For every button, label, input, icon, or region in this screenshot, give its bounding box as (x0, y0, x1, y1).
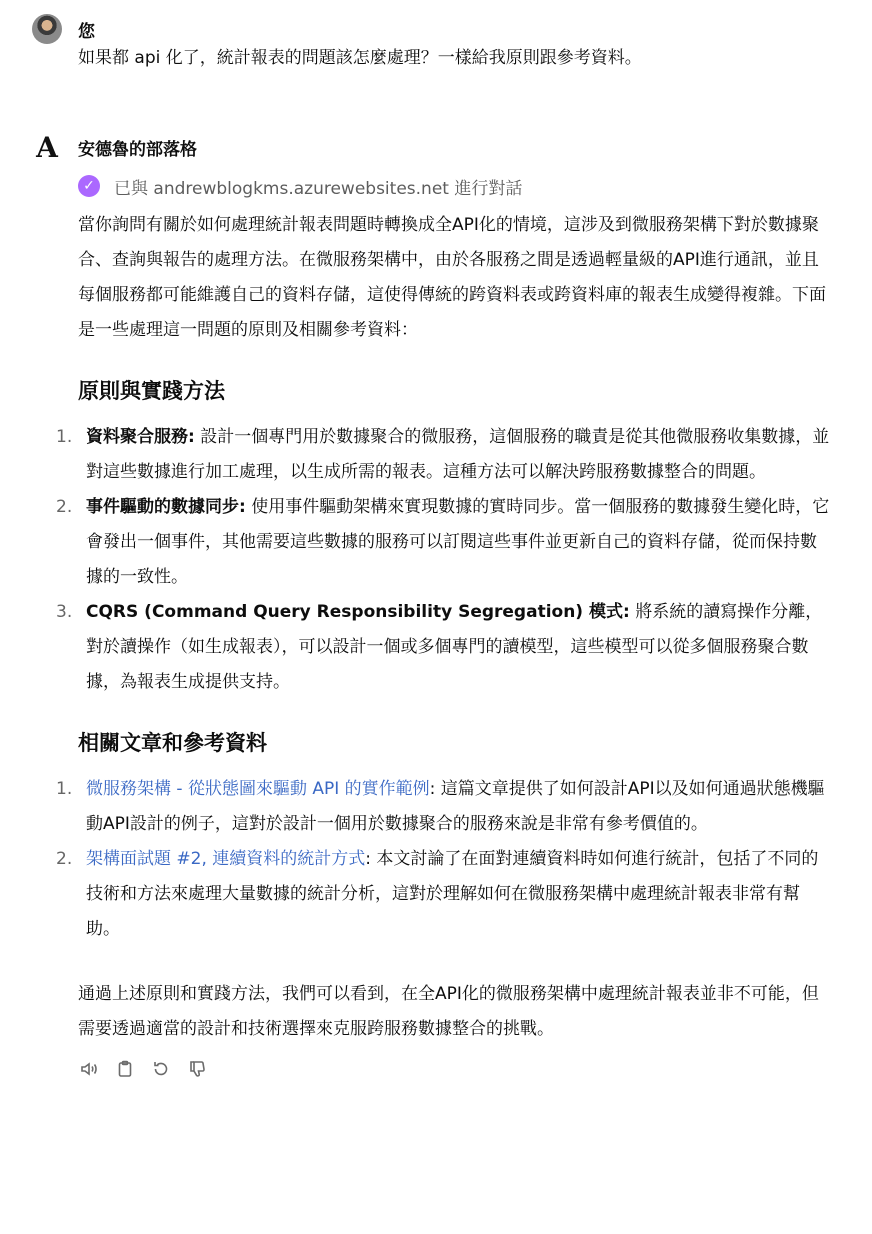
list-item (56, 595, 832, 700)
user-message-text: 如果都 api 化了，統計報表的問題該怎麼處理？一樣給我原則跟參考資料。 (78, 48, 642, 68)
reference-link-state-diagram-api[interactable]: 微服務架構 - 從狀態圖來驅動 API 的實作範例 (86, 779, 430, 799)
reference-link-interview-question[interactable]: 架構面試題 #2, 連續資料的統計方式 (86, 849, 366, 869)
read-aloud-icon[interactable] (78, 1058, 100, 1080)
references-list (56, 772, 832, 947)
plugin-status[interactable] (78, 172, 832, 200)
user-author: 您 (78, 21, 95, 42)
list-number: 1. (56, 427, 73, 447)
list-item (56, 842, 832, 947)
user-message-header (32, 14, 832, 44)
assistant-avatar (32, 132, 62, 162)
user-message (32, 14, 832, 72)
list-item-text: 使用事件驅動架構來實現數據的實時同步。當一個服務的數據發生變化時，它會發出一個事件，其他需要這些數據的服務可以訂閱這些事件並更新自己的資料存儲，從而保持數據的一致性。 (86, 497, 830, 587)
list-number: 3. (56, 602, 73, 622)
plugin-status-text: 已與 andrewblogkms.azurewebsites.net 進行對話 (114, 178, 523, 199)
assistant-message-header (32, 132, 832, 162)
list-number: 2. (56, 497, 73, 517)
list-item-text: : 本文討論了在面對連續資料時如何進行統計，包括了不同的技術和方法來處理大量數據的統計分析，這對於理解如何在微服務架構中處理統計報表非常有幫助。 (86, 849, 819, 939)
assistant-message (32, 132, 832, 1081)
thumbs-down-icon[interactable] (186, 1058, 208, 1080)
list-item (56, 420, 832, 490)
list-item-title: 事件驅動的數據同步: (86, 497, 246, 517)
assistant-author: 安德魯的部落格 (78, 139, 197, 160)
list-item (56, 772, 832, 842)
list-item-title: 資料聚合服務: (86, 427, 195, 447)
assistant-avatar-letter: A (36, 130, 58, 164)
copy-icon[interactable] (114, 1058, 136, 1080)
message-actions (78, 1057, 832, 1081)
list-number: 1. (56, 779, 73, 799)
section-heading-principles: 原則與實踐方法 (78, 379, 225, 403)
list-item-text: 設計一個專門用於數據聚合的微服務，這個服務的職責是從其他微服務收集數據，並對這些數據進行加工處理，以生成所需的報表。這種方法可以解決跨服務數據整合的問題。 (86, 427, 830, 482)
list-item-text: 將系統的讀寫操作分離，對於讀操作（如生成報表），可以設計一個或多個專門的讀模型，這些模型可以從多個服務聚合數據，為報表生成提供支持。 (86, 602, 823, 692)
intro-paragraph: 當你詢問有關於如何處理統計報表問題時轉換成全API化的情境，這涉及到微服務架構下對於數據聚合、查詢與報告的處理方法。在微服務架構中，由於各服務之間是透過輕量級的API進行通訊，並且每個服務都可能維護自己的資料存儲，這使得傳統的跨資料表或跨資料庫的報表生成變得複雜。下面是一些處理這一問題的原則及相關參考資料： (78, 215, 826, 340)
list-item (56, 490, 832, 595)
user-avatar (32, 14, 62, 44)
principles-list (56, 420, 832, 700)
check-circle-icon: ✓ (78, 175, 100, 197)
list-item-title: CQRS (Command Query Responsibility Segregation) 模式: (86, 602, 630, 622)
conclusion-paragraph: 通過上述原則和實踐方法，我們可以看到，在全API化的微服務架構中處理統計報表並非不可能，但需要透過適當的設計和技術選擇來克服跨服務數據整合的挑戰。 (78, 984, 819, 1039)
regenerate-icon[interactable] (150, 1058, 172, 1080)
list-item-text: : 這篇文章提供了如何設計API以及如何通過狀態機驅動API設計的例子，這對於設計一個用於數據聚合的服務來說是非常有參考價值的。 (86, 779, 825, 834)
list-number: 2. (56, 849, 73, 869)
section-heading-references: 相關文章和參考資料 (78, 731, 267, 755)
